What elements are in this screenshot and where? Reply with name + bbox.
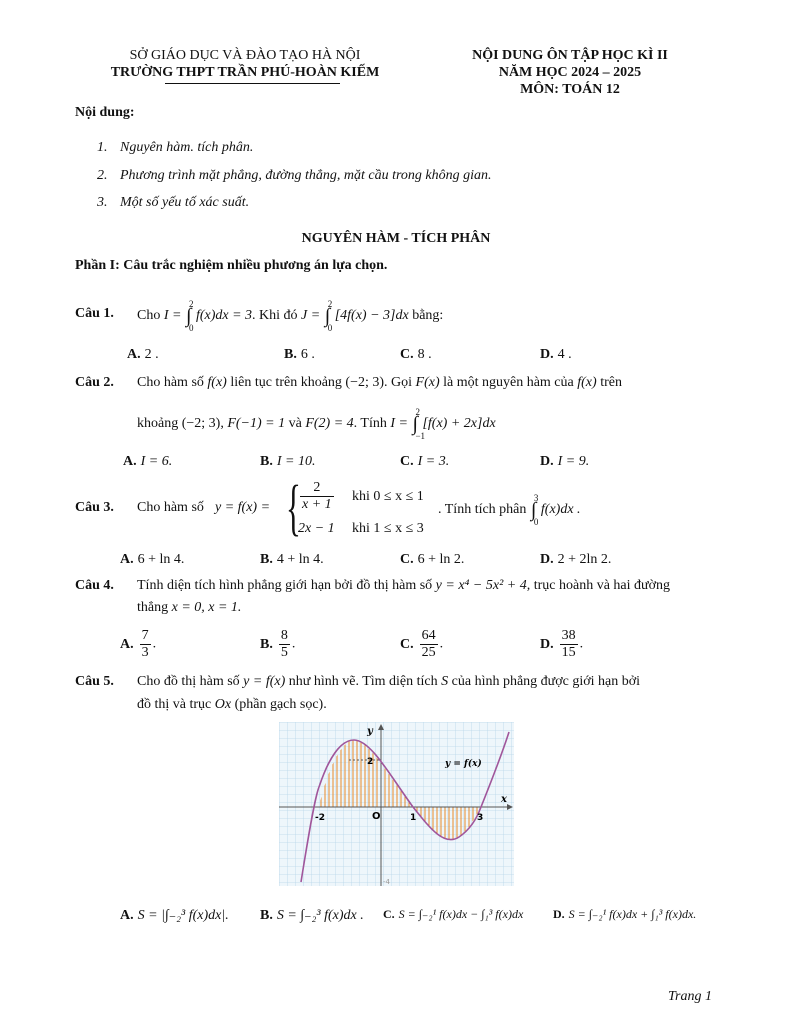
integral-sign: ∫ 2 0 [186,306,191,326]
q2-answer-b[interactable] [260,454,315,470]
q1-answer-b[interactable] [284,347,315,363]
school-underline [165,83,340,84]
answer-text: 8 . [417,347,432,362]
answer-text: 6 + ln 4. [137,552,185,567]
q3-case1-den: x + 1 [302,497,332,512]
q1-answer-d[interactable] [540,347,572,363]
q5-text: Cho đồ thị hàm số [137,674,240,689]
q1-answer-c[interactable] [400,347,432,363]
q5-answer-b[interactable] [260,907,364,924]
answer-text: 2 + 2ln 2. [557,552,612,567]
q3-label: Câu 3. [75,500,114,515]
q4-answer-d[interactable]: D. $\frac{38}{15}$ . [540,628,584,660]
page-number: Trang 1 [668,989,712,1004]
q5-fx: y = f(x) [243,674,286,689]
q1-cho: Cho [137,308,161,324]
topic-3-num: 3. [97,195,108,210]
answer-text: I = 3. [417,454,450,469]
answer-text: I = 10. [276,454,316,469]
answer-num: 7 [141,628,149,643]
q4-line2 [137,600,241,616]
topic-1-num: 1. [97,140,108,155]
school-name: TRƯỜNG THPT TRẦN PHÚ-HOÀN KIẾM [110,65,380,80]
q2-line2 [137,407,496,441]
answer-letter: C. [383,907,395,921]
q5-text: của hình phẳng được giới hạn bởi [451,674,641,689]
q1-khido: . Khi đó [252,308,298,324]
answer-den: 25 [421,645,436,660]
q5-S: S [441,674,449,689]
answer-letter: D. [540,347,554,362]
q5-line2 [137,697,327,713]
q3-upper: 3 [533,493,539,503]
q4-lines: x = 0, x = 1. [171,600,242,615]
q2-answer-d[interactable] [540,454,589,470]
q2-lower: −1 [415,431,426,441]
answer-letter: B. [284,347,297,362]
answer-letter: A. [120,908,134,923]
q2-answer-c[interactable] [400,454,449,470]
topic-2: Phương trình mặt phẳng, đường thẳng, mặt cầu trong không gian. [120,168,492,183]
answer-text: 6 . [300,347,315,362]
answer-letter: A. [120,636,134,652]
answer-letter: C. [400,552,414,567]
q1-i-lower: 0 [188,323,194,333]
tick-x-neg2: -2 [315,813,325,823]
q2-fx: f(x) [577,375,597,390]
answer-num: 64 [421,628,436,643]
topic-1: Nguyên hàm. tích phân. [120,140,254,155]
q4-answer-a[interactable]: A. $\frac{7}{3}$ . [120,628,157,660]
answer-letter: B. [260,552,273,567]
answer-letter: B. [260,454,273,469]
y-axis-label: y [367,726,373,737]
q4-text: trục hoành và hai đường [533,578,671,593]
q3-case2-expr: 2x − 1 [298,521,335,536]
integral-sign: ∫ 2 0 [325,306,330,326]
tick-y-neg4: -4 [383,878,390,886]
q2-text: trên [600,375,622,390]
answer-letter: C. [400,636,414,652]
answer-text: 4 . [557,347,572,362]
answer-den: 15 [561,645,576,660]
q2-text: Cho hàm số [137,375,204,390]
q2-text: và [288,416,302,432]
answer-text: S = ∫₋₂¹ f(x)dx + ∫₁³ f(x)dx. [568,907,697,921]
q1-j-lower: 0 [327,323,333,333]
q2-text: . Gọi [384,375,413,390]
answer-text: S = ∫₋₂³ f(x)dx . [276,908,364,923]
q1-i-upper: 2 [188,299,194,309]
school-year: NĂM HỌC 2024 – 2025 [498,65,642,80]
q3-text: . Tính tích phân [438,502,527,518]
answer-text: S = |∫₋₂³ f(x)dx|. [137,908,229,923]
content-label: Nội dung: [75,105,135,120]
q2-F2: F(2) = 4 [305,416,354,432]
q3-tail [438,493,581,527]
q4-text: thẳng [137,600,169,615]
answer-text: 4 + ln 4. [276,552,324,567]
q3-answer-b[interactable] [260,552,324,568]
q5-text: (phần gạch sọc). [234,697,327,712]
part-title: Phần I: Câu trắc nghiệm nhiều phương án lựa chọn. [75,258,388,273]
answer-letter: A. [120,552,134,567]
q1-j-body: [4f(x) − 3]dx [334,308,409,324]
function-graph [279,722,514,886]
q2-interval: (−2; 3), [181,416,224,432]
q5-label: Câu 5. [75,674,114,689]
q2-interval: (−2; 3) [345,375,385,390]
q2-text: liên tục trên khoảng [230,375,342,390]
q3-answer-c[interactable] [400,552,464,568]
answer-letter: D. [540,636,554,652]
q2-answer-a[interactable] [123,454,172,470]
answer-letter: D. [553,907,565,921]
tick-x-3: 3 [477,813,484,823]
q2-i-var: I = [390,416,408,432]
integral-sign: ∫ 3 0 [531,500,536,520]
q1-text [137,299,444,333]
q3-case1-frac [300,480,334,513]
doc-title: NỘI DUNG ÔN TẬP HỌC KÌ II [472,48,668,63]
q2-body: [f(x) + 2x]dx [422,416,496,432]
q2-F1: F(−1) = 1 [227,416,286,432]
answer-letter: D. [540,552,554,567]
section-title: NGUYÊN HÀM - TÍCH PHÂN [301,231,491,246]
answer-text: S = ∫₋₂¹ f(x)dx − ∫₁³ f(x)dx [398,907,524,921]
answer-text: I = 9. [557,454,590,469]
answer-num: 8 [280,628,288,643]
q4-answer-c[interactable]: C. $\frac{64}{25}$ . [400,628,444,660]
q4-func: y = x⁴ − 5x² + 4, [435,578,531,593]
q3-body: f(x)dx . [540,502,581,518]
q2-text: là một nguyên hàm của [443,375,574,390]
q3-lhs: y = f(x) = [215,500,271,515]
answer-letter: B. [260,908,273,923]
tick-x-1: 1 [410,813,417,823]
answer-text: 2 . [144,347,159,362]
q1-i-body: f(x)dx = 3 [195,308,253,324]
q5-text: như hình vẽ. Tìm diện tích [288,674,438,689]
answer-den: 5 [280,645,288,660]
q3-case1-num: 2 [300,480,334,497]
q1-j-upper: 2 [327,299,333,309]
answer-text: I = 6. [140,454,173,469]
q1-j-var: J = [301,308,321,324]
q4-line1 [137,578,670,594]
q3-answer-d[interactable] [540,552,611,568]
answer-letter: A. [123,454,137,469]
tick-y-2: 2 [367,757,374,767]
q3-brace: { [286,474,301,542]
q2-text: . Tính [353,416,387,432]
q2-text: khoảng [137,416,179,432]
answer-letter: C. [400,347,414,362]
ministry-name: SỞ GIÁO DỤC VÀ ĐÀO TẠO HÀ NỘI [129,48,361,63]
q4-text: Tính diện tích hình phẳng giới hạn bởi đồ thị hàm số [137,578,433,593]
q3-lower: 0 [533,517,539,527]
function-label: y = f(x) [445,759,482,769]
topic-2-num: 2. [97,168,108,183]
q5-answer-d[interactable] [553,907,696,922]
answer-letter: B. [260,636,273,652]
q3-answer-a[interactable] [120,552,184,568]
q1-answer-a[interactable] [127,347,159,363]
x-axis-label: x [501,794,507,805]
origin-label: O [372,811,381,822]
q3-case2-cond: khi 1 ≤ x ≤ 3 [352,521,424,536]
q4-label: Câu 4. [75,578,114,593]
q1-i-var: I = [163,308,182,324]
answer-letter: D. [540,454,554,469]
answer-text: 6 + ln 2. [417,552,465,567]
topic-3: Một số yếu tố xác suất. [120,195,250,210]
answer-letter: C. [400,454,414,469]
q2-fx: f(x) [207,375,227,390]
subject: MÔN: TOÁN 12 [520,82,620,97]
q4-answer-b[interactable]: B. $\frac{8}{5}$ . [260,628,296,660]
answer-letter: A. [127,347,141,362]
q1-bang: bằng: [412,308,444,324]
integral-sign: ∫ 2 −1 [412,414,417,434]
answer-den: 3 [141,645,149,660]
q2-label: Câu 2. [75,375,114,390]
q5-text: đồ thị và trục [137,697,212,712]
answer-num: 38 [561,628,576,643]
q5-answer-a[interactable] [120,907,229,924]
q5-answer-c[interactable] [383,907,523,922]
q1-label: Câu 1. [75,306,114,321]
q3-case1-cond: khi 0 ≤ x ≤ 1 [352,489,424,504]
q2-line1 [137,375,622,391]
q2-Fx: F(x) [415,375,440,390]
q3-intro: Cho hàm số [137,500,204,515]
q2-upper: 2 [415,407,420,417]
q5-Ox: Ox [214,697,232,712]
q5-line1 [137,674,640,690]
